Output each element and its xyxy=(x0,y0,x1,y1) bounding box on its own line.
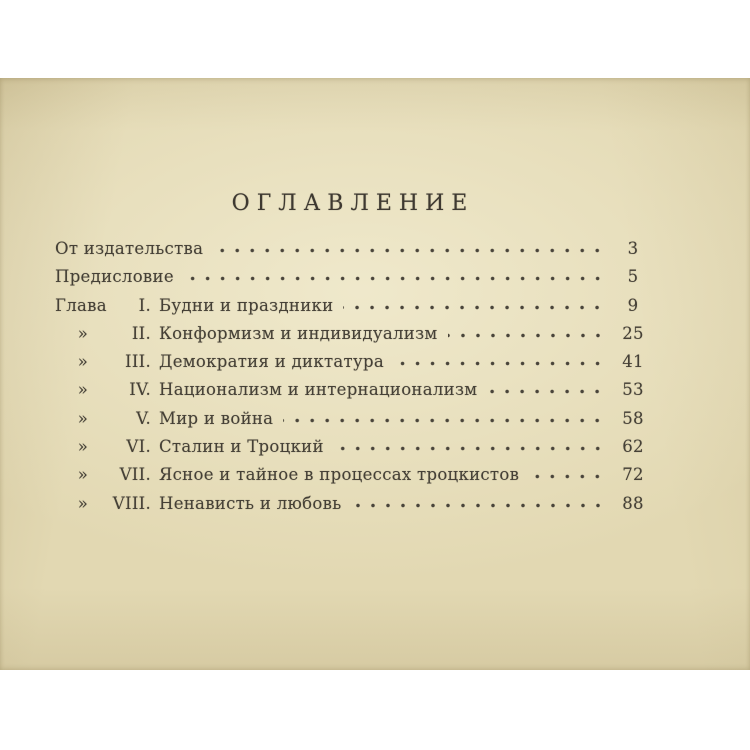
page-number: 3 xyxy=(627,239,639,258)
toc-row xyxy=(55,352,655,380)
page-number: 5 xyxy=(627,267,639,287)
toc-row xyxy=(55,296,655,324)
chapter-numeral: IV. xyxy=(129,380,151,400)
toc-row xyxy=(55,465,655,493)
ditto-mark: » xyxy=(77,408,89,428)
dot-leader xyxy=(343,304,605,311)
dot-leader xyxy=(213,247,605,254)
page-title: ОГЛАВЛЕНИЕ xyxy=(231,191,475,216)
toc-row xyxy=(55,409,655,437)
page-number: 88 xyxy=(622,493,644,513)
toc-row xyxy=(55,380,655,408)
ditto-mark: » xyxy=(77,493,89,513)
page-number: 58 xyxy=(622,408,644,428)
page-number: 72 xyxy=(622,465,644,485)
entry-title: Предисловие xyxy=(55,267,174,287)
ditto-mark: » xyxy=(77,437,89,457)
table-of-contents xyxy=(55,239,655,522)
page-number: 53 xyxy=(622,380,644,400)
toc-row xyxy=(55,239,655,267)
chapter-word: Глава xyxy=(55,295,107,315)
dot-leader xyxy=(529,473,605,480)
toc-row xyxy=(55,437,655,465)
page-number: 41 xyxy=(622,352,644,372)
chapter-numeral: VIII. xyxy=(112,493,151,513)
ditto-mark: » xyxy=(77,323,89,343)
chapter-numeral: I. xyxy=(138,295,151,315)
dot-leader xyxy=(334,445,605,452)
chapter-numeral: II. xyxy=(131,323,151,343)
dot-leader xyxy=(283,417,605,424)
entry-title: Будни и праздники xyxy=(159,295,334,315)
entry-title: Ненависть и любовь xyxy=(159,493,342,513)
dot-leader xyxy=(352,502,605,509)
dot-leader xyxy=(487,388,605,395)
ditto-mark: » xyxy=(77,352,89,372)
entry-title: Демократия и диктатура xyxy=(159,352,384,372)
dot-leader xyxy=(394,360,605,367)
entry-title: Ясное и тайное в процессах троцкистов xyxy=(159,465,520,485)
entry-title: Сталин и Троцкий xyxy=(159,437,324,457)
toc-row xyxy=(55,324,655,352)
ditto-mark: » xyxy=(77,380,89,400)
entry-title: От издательства xyxy=(55,239,204,258)
page-number: 62 xyxy=(622,437,644,457)
entry-title: Национализм и интернационализм xyxy=(159,380,478,400)
page-number: 9 xyxy=(627,295,639,315)
page-number: 25 xyxy=(622,323,644,343)
chapter-numeral: VI. xyxy=(126,437,151,457)
toc-row xyxy=(55,494,655,522)
dot-leader xyxy=(184,275,605,282)
chapter-numeral: V. xyxy=(136,408,151,428)
toc-row xyxy=(55,267,655,295)
entry-title: Мир и война xyxy=(159,408,274,428)
ditto-mark: » xyxy=(77,465,89,485)
chapter-numeral: III. xyxy=(125,352,151,372)
entry-title: Конформизм и индивидуализм xyxy=(159,323,438,343)
book-page xyxy=(0,78,750,670)
chapter-numeral: VII. xyxy=(119,465,151,485)
dot-leader xyxy=(448,332,605,339)
